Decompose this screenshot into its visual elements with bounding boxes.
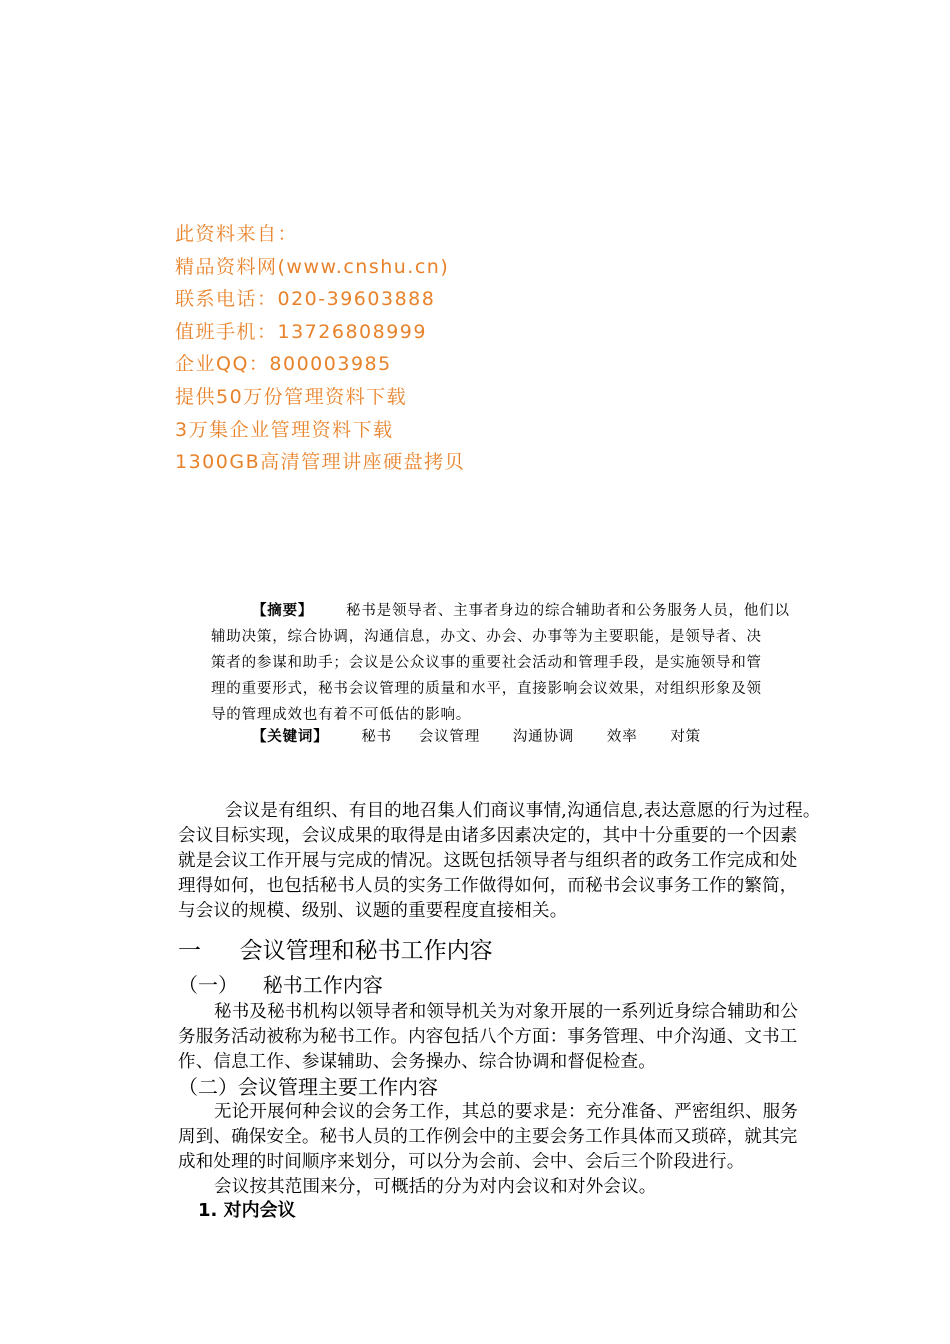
section-number: 一: [178, 938, 201, 964]
body-text: 会议是有组织、有目的地召集人们商议事情,沟通信息,表达意愿的行为过程。: [225, 801, 821, 821]
body-text: 无论开展何种会议的会务工作，其总的要求是：充分准备、严密组织、服务: [214, 1102, 799, 1122]
abstract-text: 导的管理成效也有着不可低估的影响。: [211, 707, 472, 723]
subsection-heading: [178, 969, 383, 998]
promo-line: 此资料来自：: [175, 223, 299, 245]
body-text: 理得如何，也包括秘书人员的实务工作做得如何，而秘书会议事务工作的繁简，: [178, 876, 798, 896]
body-text: 成和处理的时间顺序来划分，可以分为会前、会中、会后三个阶段进行。: [178, 1152, 745, 1172]
promo-line: 1300GB高清管理讲座硬盘拷贝: [175, 451, 466, 474]
abstract-text: 策者的参谋和助手；会议是公众议事的重要社会活动和管理手段，是实施领导和管: [211, 655, 762, 671]
keyword: 沟通协调: [512, 729, 575, 745]
promo-block: [175, 218, 465, 479]
abstract-text: 秘书是领导者、主事者身边的综合辅助者和公务服务人员，他们以: [346, 603, 790, 619]
subsection-number: （一）: [178, 973, 238, 997]
body-text: 务服务活动被称为秘书工作。内容包括八个方面：事务管理、中介沟通、文书工: [178, 1027, 798, 1047]
body-text: 作、信息工作、参谋辅助、会务操办、综合协调和督促检查。: [178, 1052, 656, 1072]
abstract-text: 辅助决策，综合协调，沟通信息，办文、办会、办事等为主要职能，是领导者、决: [211, 629, 762, 645]
promo-line: 3万集企业管理资料下载: [175, 418, 394, 441]
keyword: 会议管理: [418, 729, 480, 745]
promo-line: 值班手机：13726808999: [175, 320, 427, 343]
section-title: 会议管理和秘书工作内容: [239, 938, 493, 964]
promo-line: 精品资料网(www.cnshu.cn): [175, 255, 450, 278]
promo-line: 提供50万份管理资料下载: [175, 385, 408, 408]
abstract-text: 理的重要形式，秘书会议管理的质量和水平，直接影响会议效果，对组织形象及领: [211, 681, 762, 697]
promo-line: 联系电话：020-39603888: [175, 288, 436, 311]
subsection-heading: （二）会议管理主要工作内容: [178, 1075, 438, 1099]
promo-line: 企业QQ：800003985: [175, 353, 392, 376]
body-text: 会议目标实现，会议成果的取得是由诸多因素决定的，其中十分重要的一个因素: [178, 826, 798, 846]
abstract-first-line: [252, 599, 790, 620]
body-text: 与会议的规模、级别、议题的重要程度直接相关。: [178, 901, 568, 921]
keyword: 秘书: [361, 729, 392, 745]
body-text: 会议按其范围来分，可概括的分为对内会议和对外会议。: [214, 1177, 657, 1197]
keywords-label: 【关键词】: [252, 729, 329, 745]
keywords-line: [252, 725, 701, 746]
abstract-label: 【摘要】: [252, 603, 314, 619]
body-text: 周到、确保安全。秘书人员的工作例会中的主要会务工作具体而又琐碎，就其完: [178, 1127, 798, 1147]
keyword: 对策: [670, 729, 701, 745]
body-text: 秘书及秘书机构以领导者和领导机关为对象开展的一系列近身综合辅助和公: [214, 1002, 799, 1022]
subsection-title: 秘书工作内容: [262, 973, 383, 997]
keyword: 效率: [606, 729, 638, 745]
section-heading: [178, 932, 493, 965]
body-text: 就是会议工作开展与完成的情况。这既包括领导者与组织者的政务工作完成和处: [178, 851, 798, 871]
numbered-heading: 1. 对内会议: [198, 1200, 296, 1221]
